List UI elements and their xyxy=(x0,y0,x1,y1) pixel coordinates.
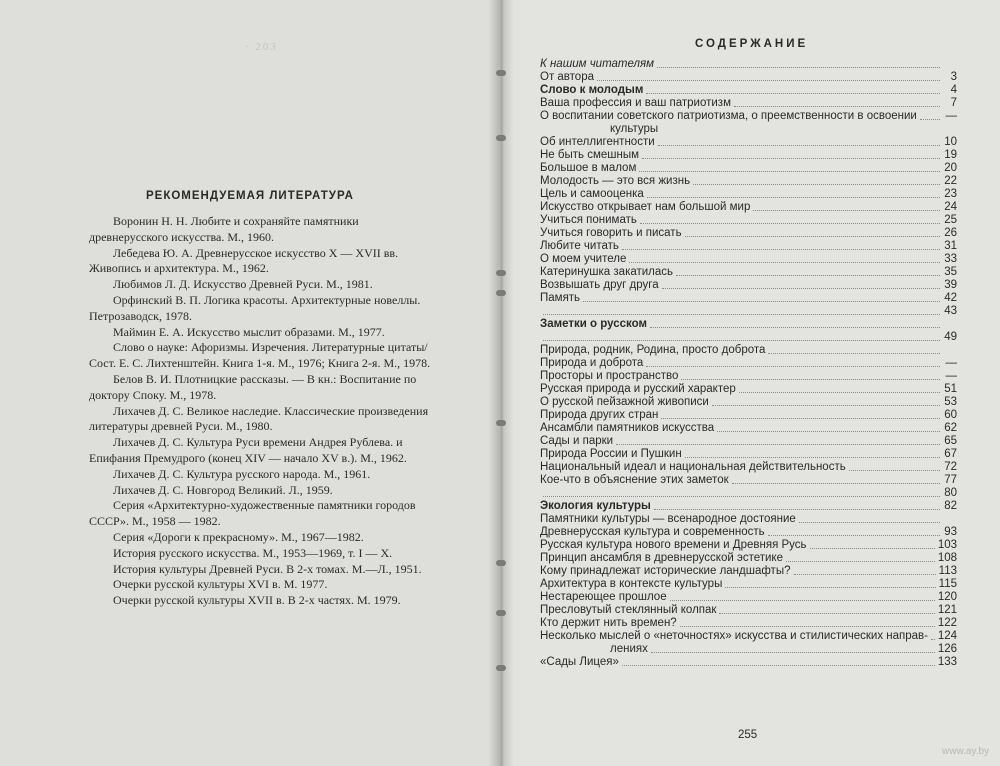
toc-entry xyxy=(540,487,957,500)
toc-page-number: 122 xyxy=(937,617,957,629)
bibliography-entry: Орфинский В. П. Логика красоты. Архитектурные новеллы. Петрозаводск, 1978. xyxy=(89,292,421,323)
toc-entry-title: Учиться понимать xyxy=(540,214,637,226)
toc-entry-title: Нестареющее прошлое xyxy=(540,591,667,603)
binding-stitch xyxy=(496,610,506,616)
dot-leader xyxy=(931,639,935,640)
toc-entry-title: Русская природа и русский характер xyxy=(540,383,736,395)
toc-entry-title: Природа России и Пушкин xyxy=(540,448,682,460)
toc-page-number: 77 xyxy=(944,474,957,486)
toc-entry xyxy=(540,201,957,214)
toc-page-number: 20 xyxy=(944,162,957,174)
dot-leader xyxy=(629,262,940,263)
bibliography-entry: Очерки русской культуры XVI в. М. 1977. xyxy=(113,577,328,592)
toc-page-number: 121 xyxy=(937,604,957,616)
toc-entry xyxy=(540,110,957,123)
dot-leader xyxy=(685,457,940,458)
toc-entry xyxy=(540,240,957,253)
toc-entry-title: Возвышать друг друга xyxy=(540,279,659,291)
toc-entry xyxy=(540,513,957,526)
binding-stitch xyxy=(496,70,506,76)
toc-page-number: 3 xyxy=(950,71,957,83)
toc-page-number: 62 xyxy=(944,422,957,434)
toc-entry-title: Кому принадлежат исторические ландшафты? xyxy=(540,565,791,577)
toc-entry xyxy=(540,526,957,539)
toc-entry xyxy=(540,435,957,448)
toc-page-number: 60 xyxy=(944,409,957,421)
toc-entry-title: Экология культуры xyxy=(540,500,651,512)
toc-entry xyxy=(540,344,957,357)
toc-page-number: 24 xyxy=(944,201,957,213)
toc-page-number: — xyxy=(945,110,957,122)
toc-entry xyxy=(540,136,957,149)
toc-entry-title: Принцип ансамбля в древнерусской эстетике xyxy=(540,552,783,564)
toc-page-number: 4 xyxy=(950,84,957,96)
toc-entry xyxy=(540,617,957,630)
toc-entry xyxy=(540,383,957,396)
toc-page-number: 113 xyxy=(938,565,957,577)
toc-entry xyxy=(540,227,957,240)
toc-page-number: 126 xyxy=(937,643,957,655)
dot-leader xyxy=(799,522,940,523)
binding-stitch xyxy=(496,270,506,276)
dot-leader xyxy=(810,548,935,549)
dot-leader xyxy=(681,379,940,380)
dot-leader xyxy=(680,626,935,627)
toc-page-number: 33 xyxy=(944,253,957,265)
toc-entry-title: «Сады Лицея» xyxy=(540,656,619,668)
bibliography-entry: Белов В. И. Плотницкие рассказы. — В кн.: Воспитание по доктору Споку. М., 1978. xyxy=(89,371,417,402)
toc-entry xyxy=(540,539,957,552)
toc-page-number: 7 xyxy=(950,97,957,109)
dot-leader xyxy=(717,431,940,432)
dot-leader xyxy=(786,561,935,562)
bibliography-entry: Лихачев Д. С. Великое наследие. Классические произведения литературы древней Руси. М., 1980. xyxy=(89,403,429,434)
toc-page-number: 51 xyxy=(944,383,957,395)
toc-entry xyxy=(540,331,957,344)
toc-entry-title: Память xyxy=(540,292,581,304)
toc-page-number: 115 xyxy=(938,578,957,590)
dot-leader xyxy=(657,67,940,68)
toc-page-number: 43 xyxy=(944,305,957,317)
dot-leader xyxy=(768,353,940,354)
dot-leader xyxy=(646,366,940,367)
toc-entry xyxy=(540,591,957,604)
toc-entry xyxy=(540,604,957,617)
toc-entry-title: Цель и самооценка xyxy=(540,188,644,200)
bibliography-list xyxy=(89,214,434,609)
toc-entry xyxy=(540,188,957,201)
dot-leader xyxy=(753,210,940,211)
toc-entry xyxy=(540,656,957,669)
toc-entry xyxy=(540,97,957,110)
toc-entry-title: лениях xyxy=(610,643,648,655)
bibliography-entry: Слово о науке: Афоризмы. Изречения. Литературные цитаты/Сост. Е. С. Лихтенштейн. Книга 1-я. М., 1976; Книга 2-я. М., 1978. xyxy=(89,340,431,371)
toc-entry xyxy=(540,565,957,578)
toc-page-number: 72 xyxy=(944,461,957,473)
recommended-literature-title: РЕКОМЕНДУЕМАЯ ЛИТЕРАТУРА xyxy=(146,190,354,202)
toc-entry-title: К нашим читателям xyxy=(540,58,655,70)
toc-entry xyxy=(540,474,957,487)
dot-leader xyxy=(662,288,940,289)
toc-page-number: 53 xyxy=(944,396,957,408)
toc-entry xyxy=(540,630,957,643)
toc-page-number: 35 xyxy=(944,266,957,278)
toc-entry xyxy=(540,279,957,292)
dot-leader xyxy=(654,509,940,510)
binding-stitch xyxy=(496,420,506,426)
dot-leader xyxy=(640,223,940,224)
bibliography-entry: История русского искусства. М., 1953—1969, т. I — X. xyxy=(113,545,393,560)
dot-leader xyxy=(651,652,935,653)
toc-entry xyxy=(540,175,957,188)
dot-leader xyxy=(768,535,940,536)
bibliography-entry: Лебедева Ю. А. Древнерусское искусство X — XVII вв. Живопись и архитектура. М., 1962. xyxy=(89,245,399,276)
toc-page-number: 65 xyxy=(944,435,957,447)
toc-entry-title: Памятники культуры — всенародное достояние xyxy=(540,513,796,525)
bibliography-entry: Маймин Е. А. Искусство мыслит образами. М., 1977. xyxy=(113,324,385,339)
dot-leader xyxy=(543,340,940,341)
toc-entry-title: Заметки о русском xyxy=(540,318,647,330)
toc-entry-title: Древнерусская культура и современность xyxy=(540,526,765,538)
toc-entry xyxy=(540,422,957,435)
bibliography-entry: Серия «Дороги к прекрасному». М., 1967—1982. xyxy=(113,529,364,544)
toc-page-number: 120 xyxy=(937,591,957,603)
dot-leader xyxy=(622,249,940,250)
toc-entry-title: Архитектура в контексте культуры xyxy=(540,578,723,590)
dot-leader xyxy=(622,665,935,666)
toc-entry-title: Природа других стран xyxy=(540,409,659,421)
toc-entry-title: О воспитании советского патриотизма, о преемственности в освоении xyxy=(540,110,917,122)
toc-page-number: 22 xyxy=(944,175,957,187)
dot-leader xyxy=(670,600,935,601)
toc-entry-title: О русской пейзажной живописи xyxy=(540,396,709,408)
binding-stitch xyxy=(496,665,506,671)
toc-page-number: 25 xyxy=(944,214,957,226)
bibliography-entry: Лихачев Д. С. Культура русского народа. М., 1961. xyxy=(113,466,371,481)
toc-page-number: 133 xyxy=(937,656,957,668)
dot-leader xyxy=(616,444,940,445)
toc-entry-title: От автора xyxy=(540,71,594,83)
toc-page-number: 19 xyxy=(944,149,957,161)
toc-entry-title: Большое в малом xyxy=(540,162,637,174)
toc-entry xyxy=(540,370,957,383)
toc-entry-title: Русская культура нового времени и Древняя Русь xyxy=(540,539,807,551)
toc-entry-title: Искусство открывает нам большой мир xyxy=(540,201,751,213)
toc-page-number: 93 xyxy=(944,526,957,538)
dot-leader xyxy=(693,184,940,185)
dot-leader xyxy=(583,301,940,302)
dot-leader xyxy=(794,574,936,575)
toc-entry xyxy=(540,305,957,318)
toc-page-number: 31 xyxy=(944,240,957,252)
dot-leader xyxy=(849,470,940,471)
dot-leader xyxy=(642,158,940,159)
toc-page-number: 10 xyxy=(944,136,957,148)
dot-leader xyxy=(732,483,940,484)
toc-entry xyxy=(540,448,957,461)
dot-leader xyxy=(647,197,940,198)
binding-stitch xyxy=(496,560,506,566)
toc-entry xyxy=(540,578,957,591)
dot-leader xyxy=(650,327,940,328)
toc-entry-title: Национальный идеал и национальная действительность xyxy=(540,461,846,473)
toc-entry xyxy=(540,214,957,227)
toc-page-number: 108 xyxy=(937,552,957,564)
watermark: www.ay.by xyxy=(942,746,990,757)
dot-leader xyxy=(639,171,940,172)
dot-leader xyxy=(685,236,940,237)
dot-leader xyxy=(719,613,934,614)
right-page xyxy=(500,0,1000,766)
toc-entry-title: О моем учителе xyxy=(540,253,627,265)
toc-entry-title: Ваша профессия и ваш патриотизм xyxy=(540,97,731,109)
dot-leader xyxy=(739,392,940,393)
toc-entry-title: Кто держит нить времен? xyxy=(540,617,677,629)
dot-leader xyxy=(658,145,940,146)
book-spine-gutter xyxy=(488,0,514,766)
toc-entry-title: Пресловутый стеклянный колпак xyxy=(540,604,717,616)
dot-leader xyxy=(543,314,940,315)
toc-section-heading xyxy=(540,500,957,513)
toc-entry-title: Просторы и пространство xyxy=(540,370,679,382)
bibliography-entry: Лихачев Д. С. Новгород Великий. Л., 1959. xyxy=(113,482,333,497)
toc-entry-title: Ансамбли памятников искусства xyxy=(540,422,715,434)
toc-entry-title: культуры xyxy=(610,123,659,135)
toc-entry-title: Любите читать xyxy=(540,240,619,252)
toc-page-number: 42 xyxy=(944,292,957,304)
toc-entry xyxy=(540,643,957,656)
contents-title: СОДЕРЖАНИЕ xyxy=(695,38,809,50)
toc-entry-title: Катеринушка закатилась xyxy=(540,266,674,278)
dot-leader xyxy=(543,496,940,497)
toc-entry xyxy=(540,552,957,565)
toc-page-number: 124 xyxy=(937,630,957,642)
toc-entry xyxy=(540,253,957,266)
toc-page-number: 49 xyxy=(944,331,957,343)
bibliography-entry: Очерки русской культуры XVII в. В 2-х частях. М. 1979. xyxy=(113,593,401,608)
toc-entry xyxy=(540,71,957,84)
toc-section-heading xyxy=(540,84,957,97)
toc-page-number: — xyxy=(945,357,957,369)
bibliography-entry: Любимов Л. Д. Искусство Древней Руси. М., 1981. xyxy=(113,277,373,292)
toc-entry xyxy=(540,409,957,422)
toc-entry-title: Кое-что в объяснение этих заметок xyxy=(540,474,729,486)
toc-page-number: 82 xyxy=(944,500,957,512)
toc-entry-title: Об интеллигентности xyxy=(540,136,655,148)
toc-page-number: 23 xyxy=(944,188,957,200)
binding-stitch xyxy=(496,290,506,296)
toc-page-number: 80 xyxy=(944,487,957,499)
toc-entry xyxy=(540,123,957,136)
toc-entry xyxy=(540,162,957,175)
toc-entry xyxy=(540,292,957,305)
bibliography-entry: История культуры Древней Руси. В 2-х томах. М.—Л., 1951. xyxy=(113,561,422,576)
toc-entry xyxy=(540,149,957,162)
dot-leader xyxy=(661,418,940,419)
dot-leader xyxy=(646,93,940,94)
toc-entry xyxy=(540,357,957,370)
dot-leader xyxy=(712,405,940,406)
toc-page-number: — xyxy=(945,370,957,382)
bibliography-entry: Воронин Н. Н. Любите и сохраняйте памятники древнерусского искусства. М., 1960. xyxy=(89,214,359,244)
bleed-through-header: · 203 xyxy=(245,41,278,53)
dot-leader xyxy=(725,587,935,588)
toc-page-number: 26 xyxy=(944,227,957,239)
dot-leader xyxy=(920,119,940,120)
toc-entry-title: Природа и доброта xyxy=(540,357,644,369)
table-of-contents xyxy=(540,58,957,669)
toc-entry xyxy=(540,266,957,279)
toc-entry-title: Природа, родник, Родина, просто доброта xyxy=(540,344,766,356)
toc-entry xyxy=(540,58,957,71)
dot-leader xyxy=(676,275,940,276)
toc-entry-title: Учиться говорить и писать xyxy=(540,227,682,239)
bibliography-entry: Серия «Архитектурно-художественные памятники городов СССР». М., 1958 — 1982. xyxy=(89,498,416,529)
page-number: 255 xyxy=(738,729,758,741)
toc-page-number: 67 xyxy=(944,448,957,460)
toc-entry-title: Молодость — это вся жизнь xyxy=(540,175,691,187)
toc-entry-title: Слово к молодым xyxy=(540,84,644,96)
toc-entry xyxy=(540,396,957,409)
toc-entry-title: Не быть смешным xyxy=(540,149,640,161)
dot-leader xyxy=(734,106,940,107)
binding-stitch xyxy=(496,135,506,141)
toc-entry xyxy=(540,461,957,474)
bibliography-entry: Лихачев Д. С. Культура Руси времени Андрея Рублева. и Епифания Премудрого (конец XIV — начало XV в.). М., 1962. xyxy=(89,435,407,465)
toc-entry-title: Несколько мыслей о «неточностях» искусства и стилистических направ- xyxy=(540,630,928,642)
toc-entry-title: Сады и парки xyxy=(540,435,614,447)
toc-page-number: 103 xyxy=(937,539,957,551)
toc-page-number: 39 xyxy=(944,279,957,291)
toc-section-heading xyxy=(540,318,957,331)
dot-leader xyxy=(597,80,940,81)
